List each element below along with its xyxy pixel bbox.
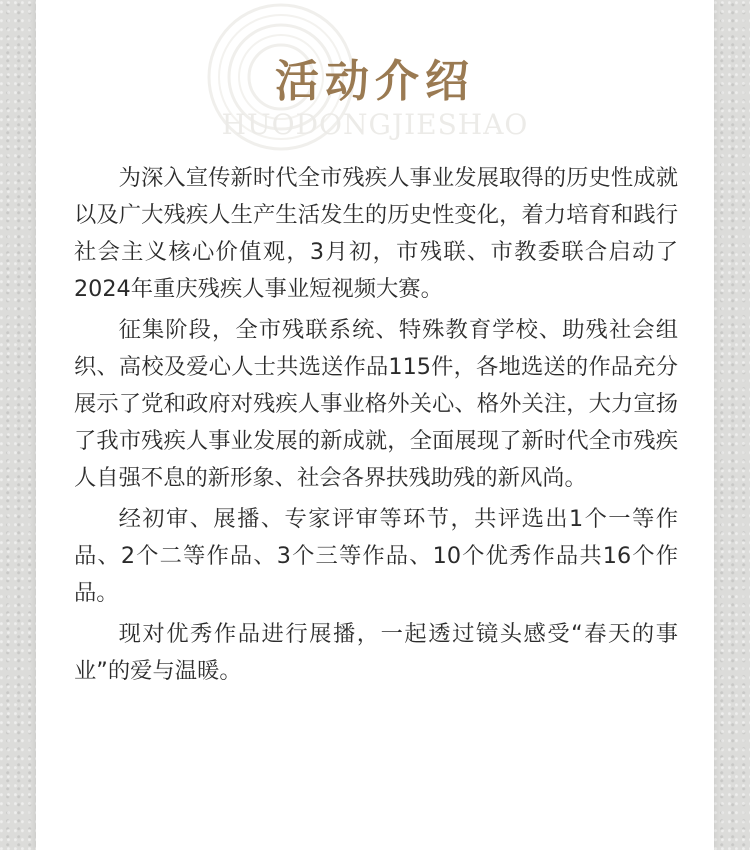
paragraph-selection: 经初审、展播、专家评审等环节，共评选出1个一等作品、2个二等作品、3个三等作品、10个优秀作品共16个作品。 bbox=[74, 506, 678, 606]
section-subtitle-pinyin: HUODONGJIESHAO bbox=[221, 108, 529, 141]
content-panel bbox=[36, 0, 714, 850]
section-title: 活动介绍 bbox=[275, 56, 475, 107]
paragraph-closing: 现对优秀作品进行展播，一起透过镜头感受“春天的事业”的爱与温暖。 bbox=[74, 621, 678, 684]
paragraph-intro: 为深入宣传新时代全市残疾人事业发展取得的历史性成就以及广大残疾人生产生活发生的历史性变化，着力培育和践行社会主义核心价值观，3月初，市残联、市教委联合启动了2024年重庆残疾人事业短视频大赛。 bbox=[74, 165, 678, 302]
left-textured-border bbox=[0, 0, 36, 850]
paragraph-collection: 征集阶段，全市残联系统、特殊教育学校、助残社会组织、高校及爱心人士共选送作品115件，各地选送的作品充分展示了党和政府对残疾人事业格外关心、格外关注，大力宣扬了我市残疾人事业发展的新成就，全面展现了新时代全市残疾人自强不息的新形象、社会各界扶残助残的新风尚。 bbox=[74, 317, 678, 491]
right-textured-border bbox=[714, 0, 750, 850]
article-body bbox=[74, 160, 678, 694]
